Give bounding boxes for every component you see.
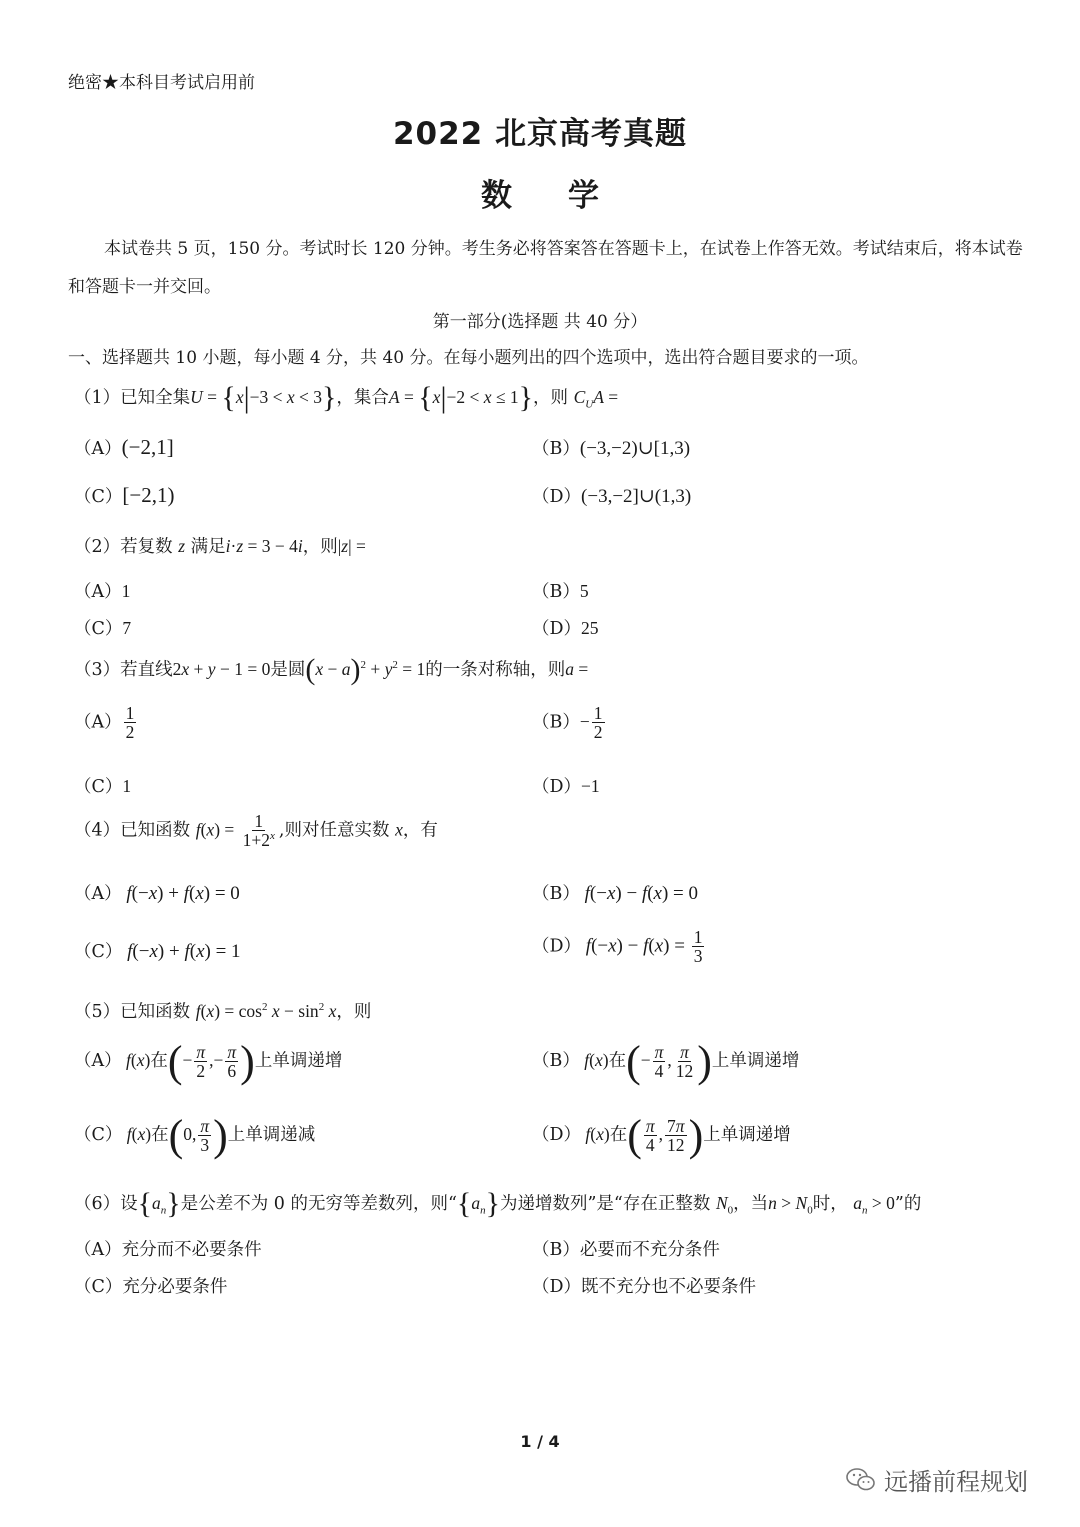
question-4-option-a[interactable]: （A） f(−x) + f(x) = 0 — [74, 883, 240, 904]
watermark-text: 远播前程规划 — [884, 1468, 1028, 1496]
exam-title: 2022 北京高考真题 — [392, 116, 688, 152]
wechat-icon — [846, 1467, 876, 1493]
part-title: 第一部分(选择题 共 40 分） — [432, 312, 648, 332]
watermark — [846, 1462, 1028, 1497]
question-2-stem: （2）若复数 z 满足i·z = 3 − 4i，则|z| = — [74, 536, 366, 557]
question-2-option-b[interactable]: （B）5 — [532, 581, 589, 602]
page-number: 1 / 4 — [520, 1432, 560, 1451]
question-5-option-d[interactable]: （D） f(x)在( $\frac{\pi}{4}$ , $\frac{7\pi}{12}$ )上单调递增 — [532, 1110, 791, 1160]
question-5-option-b[interactable]: （B） f(x)在(− $\frac{\pi}{4}$ , $\frac{\pi}{12}$ )上单调递增 — [532, 1036, 800, 1086]
exam-intro: 本试卷共 5 页，150 分。考试时长 120 分钟。考生务必将答案答在答题卡上，在试卷上作答无效。考试结束后，将本试卷和答题卡一并交回。 — [68, 239, 1023, 297]
question-3-option-a[interactable]: （A） $\frac{1}{2}$ — [74, 703, 135, 743]
confidential-notice: 绝密★本科目考试启用前 — [68, 73, 255, 93]
question-3-stem: （3）若直线2x + y − 1 = 0是圆$(x - a)^2 + y^2 = 1$的一条对称轴，则a = — [74, 653, 589, 686]
question-6-option-a[interactable]: （A）充分而不必要条件 — [74, 1240, 262, 1260]
question-3-option-c[interactable]: （C）1 — [74, 776, 132, 797]
question-3-option-b[interactable]: （B）− $\frac{1}{2}$ — [532, 703, 603, 743]
question-2-option-d[interactable]: （D）25 — [532, 618, 599, 639]
question-6-option-c[interactable]: （C）充分必要条件 — [74, 1277, 228, 1297]
question-6-stem: （6）设$\{a_n\}$是公差不为 0 的无穷等差数列，则“$\{a_n\}$为递增数列”是“存在正整数 $N_0$，当$n > N_0$时， $a_n > 0$”的 — [74, 1187, 922, 1220]
question-1-option-b[interactable]: （B）(−3,−2)∪[1,3) — [532, 438, 691, 459]
question-1-option-d[interactable]: （D）(−3,−2]∪(1,3) — [532, 486, 692, 507]
question-4-option-d[interactable]: （D） f(−x) − f(x) = $\frac{1}{3}$ — [532, 927, 703, 967]
subject-title: 数学 — [481, 178, 655, 214]
question-1-stem: （1）已知全集U = {x|−3 < x < 3}，集合A = {x|−2 < x ≤ 1}，则 $C_UA$ = — [74, 381, 619, 414]
question-2-option-c[interactable]: （C）7 — [74, 618, 132, 639]
question-5-option-a[interactable]: （A） f(x)在(− $\frac{\pi}{2}$ ,− $\frac{\pi}{6}$ )上单调递增 — [74, 1036, 343, 1086]
question-4-option-c[interactable]: （C） f(−x) + f(x) = 1 — [74, 941, 241, 962]
section-instructions: 一、选择题共 10 小题，每小题 4 分，共 40 分。在每小题列出的四个选项中，选出符合题目要求的一项。 — [68, 348, 869, 368]
question-5-option-c[interactable]: （C） f(x)在(0, $\frac{\pi}{3}$ )上单调递减 — [74, 1110, 316, 1160]
question-5-stem: （5）已知函数 $f(x) = \cos^2 x - \sin^2 x$，则 — [74, 1001, 372, 1022]
question-4-option-b[interactable]: （B） f(−x) − f(x) = 0 — [532, 883, 699, 904]
question-6-option-d[interactable]: （D）既不充分也不必要条件 — [532, 1277, 757, 1297]
question-3-option-d[interactable]: （D）−1 — [532, 776, 600, 797]
question-1-option-a[interactable]: （A）(−2,1] — [74, 435, 174, 459]
question-2-option-a[interactable]: （A）1 — [74, 581, 131, 602]
question-4-stem: （4）已知函数 f(x) = $\frac{1}{1+2^x}$ ,则对任意实数 x，有 — [74, 811, 438, 851]
question-6-option-b[interactable]: （B）必要而不充分条件 — [532, 1240, 720, 1260]
question-1-option-c[interactable]: （C）[−2,1) — [74, 483, 175, 507]
